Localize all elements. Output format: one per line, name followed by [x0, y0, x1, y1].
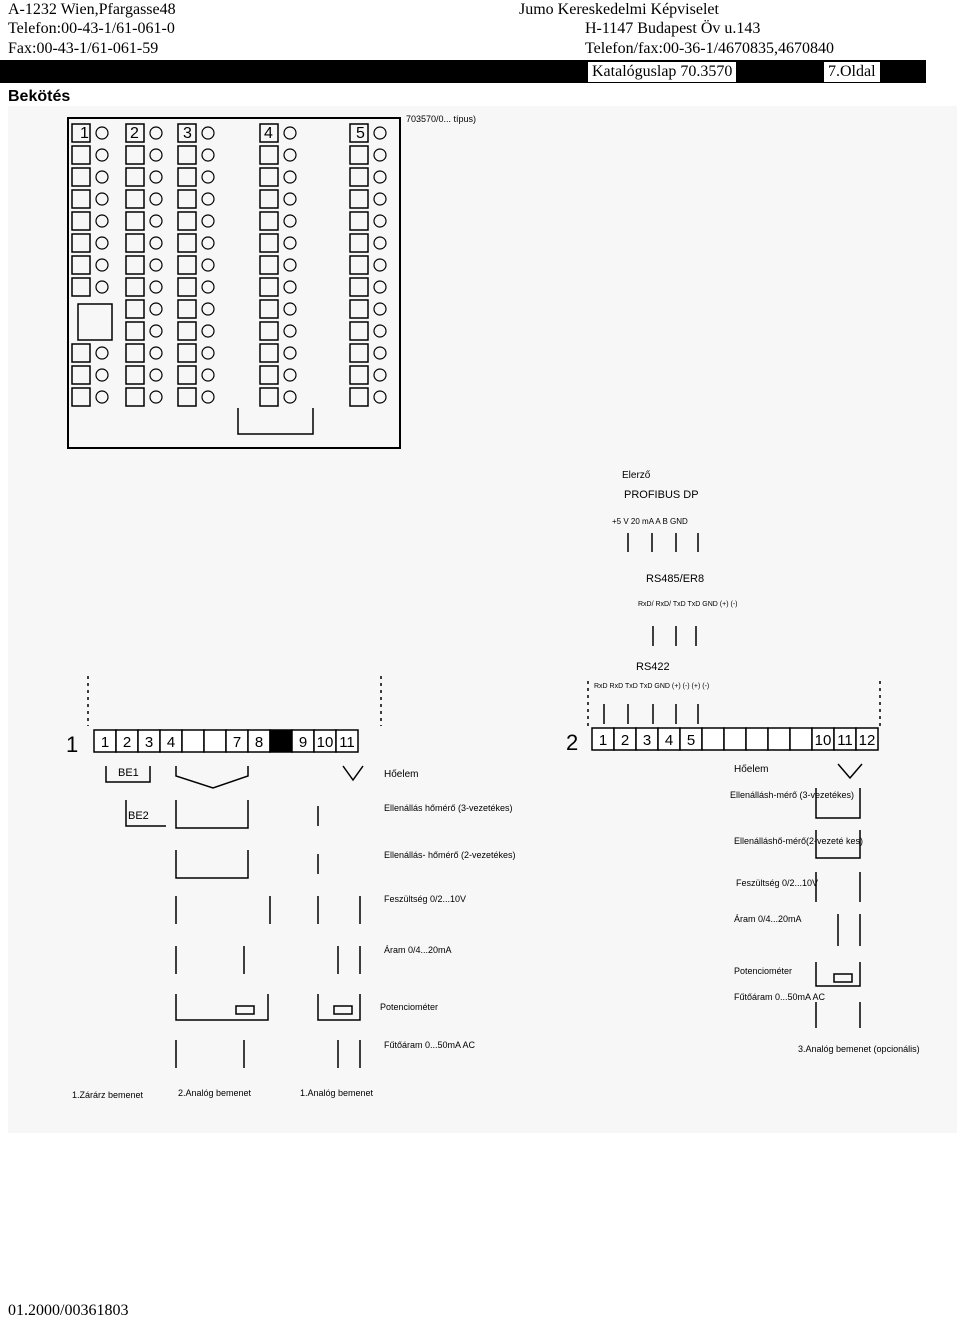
terminal-square	[72, 190, 90, 208]
company-phone: Telefon/fax:00-36-1/4670835,4670840	[585, 40, 835, 57]
catalog-label: Katalóguslap 70.3570	[588, 62, 736, 82]
terminal-screw	[150, 215, 162, 227]
r-rtd2-label: Ellenálláshő-mérő(2-vezeté kes)	[734, 836, 864, 846]
terminal-square	[350, 388, 368, 406]
terminal-square	[126, 146, 144, 164]
terminal-square	[72, 168, 90, 186]
terminal-square	[72, 234, 90, 252]
terminal-screw	[374, 193, 386, 205]
strip-cell-number: 12	[858, 732, 876, 749]
boundaries	[88, 676, 880, 726]
wiring-diagram	[8, 106, 957, 1133]
terminal-square	[178, 212, 196, 230]
terminal-square	[260, 278, 278, 296]
terminal-square	[126, 234, 144, 252]
terminal-square	[178, 366, 196, 384]
rs485-pins: RxD/ RxD/ TxD TxD GND (+) (-)	[638, 601, 738, 608]
terminal-screw	[374, 281, 386, 293]
terminal-screw	[96, 215, 108, 227]
terminal-square	[260, 322, 278, 340]
terminal-square	[178, 234, 196, 252]
strip2-label: 2	[566, 730, 579, 755]
terminal-screw	[284, 237, 296, 249]
terminal-square	[260, 168, 278, 186]
terminal-screw	[284, 347, 296, 359]
strip-cell	[790, 728, 812, 750]
col-number-4: 4	[264, 125, 273, 142]
terminal-square	[72, 212, 90, 230]
terminal-screw	[284, 325, 296, 337]
terminal-screw	[202, 391, 214, 403]
terminal-square	[178, 256, 196, 274]
terminal-square	[178, 190, 196, 208]
terminal-square	[350, 322, 368, 340]
terminal-square	[72, 146, 90, 164]
terminal-screw	[284, 391, 296, 403]
terminal-screw	[202, 259, 214, 271]
strip-cell-number: 11	[339, 734, 355, 751]
terminal-screw	[202, 369, 214, 381]
rs422-label: RS422	[636, 661, 670, 673]
terminal-square	[126, 344, 144, 362]
strip-cell-number: 4	[664, 732, 674, 749]
voltage-label: Feszültség 0/2...10V	[384, 894, 467, 904]
terminal-square	[260, 300, 278, 318]
terminal-screw	[150, 171, 162, 183]
terminal-screw	[150, 369, 162, 381]
strip-cell	[768, 728, 790, 750]
strip-cell-number: 8	[254, 734, 264, 751]
strip-cell-number: 7	[232, 734, 242, 751]
terminal-screw	[202, 347, 214, 359]
terminal-screw	[284, 259, 296, 271]
terminal-screw	[284, 171, 296, 183]
terminal-square	[260, 146, 278, 164]
terminal-square	[178, 168, 196, 186]
terminal-screw	[374, 391, 386, 403]
terminal-screw	[150, 259, 162, 271]
terminal-square	[350, 300, 368, 318]
col-number-1: 1	[80, 125, 89, 142]
terminal-screw	[150, 281, 162, 293]
terminal-square	[72, 366, 90, 384]
terminal-screw	[150, 347, 162, 359]
terminal-screw	[96, 281, 108, 293]
terminal-square	[350, 278, 368, 296]
strip-cell-number: 4	[166, 734, 176, 751]
profibus-pins: +5 V 20 mA A B GND	[612, 517, 688, 526]
terminal-square	[260, 212, 278, 230]
terminal-screw	[96, 193, 108, 205]
strip-cell-number: 10	[316, 734, 334, 751]
terminal-screw	[202, 303, 214, 315]
r-thermo-label: Hőelem	[734, 764, 769, 775]
col-number-5: 5	[356, 125, 365, 142]
section-title: Bekötés	[8, 88, 71, 105]
terminal-screw	[150, 237, 162, 249]
terminal-screw	[202, 281, 214, 293]
terminal-square	[126, 190, 144, 208]
terminal-screw	[202, 325, 214, 337]
strip-cell	[270, 730, 292, 752]
r-rtd3-label: Ellenállásh-mérő (3-vezetékes)	[730, 790, 855, 800]
terminal-square	[126, 366, 144, 384]
terminal-screw	[374, 325, 386, 337]
rs422-wires	[604, 704, 698, 724]
terminal-slot	[78, 304, 112, 340]
terminal-screw	[150, 127, 162, 139]
terminal-square	[126, 256, 144, 274]
strip-cell-number: 2	[620, 732, 630, 749]
strip-cell-number: 5	[686, 732, 696, 749]
terminal-screw	[150, 149, 162, 161]
terminal-square	[126, 278, 144, 296]
terminal-square	[126, 212, 144, 230]
terminal-screw	[202, 215, 214, 227]
terminal-screw	[284, 149, 296, 161]
rtd2-label: Ellenállás- hőmérő (2-vezetékes)	[384, 850, 516, 860]
terminal-square	[72, 256, 90, 274]
profibus-wires	[628, 533, 698, 552]
strip-cell	[702, 728, 724, 750]
terminal-square	[72, 344, 90, 362]
terminal-square	[260, 388, 278, 406]
terminal-screw	[96, 127, 108, 139]
fax-line: Fax:00-43-1/61-061-59	[8, 40, 159, 57]
terminal-strip-1	[94, 730, 358, 752]
terminal-square	[178, 300, 196, 318]
page-label: 7.Oldal	[824, 62, 880, 82]
terminal-screw	[202, 237, 214, 249]
terminal-screw	[96, 347, 108, 359]
right-connections	[816, 764, 862, 1028]
company-address: H-1147 Budapest Öv u.143	[585, 20, 761, 37]
terminal-square	[178, 146, 196, 164]
strip-cell-number: 11	[837, 732, 853, 749]
rs485-wires	[653, 626, 696, 646]
terminal-cells	[72, 124, 386, 406]
terminal-screw	[96, 237, 108, 249]
r-pot-label: Potenciométer	[734, 966, 793, 976]
terminal-screw	[96, 149, 108, 161]
terminal-screw	[374, 127, 386, 139]
r-input-label: 3.Analóg bemenet (opcionális)	[798, 1044, 920, 1054]
terminal-square	[260, 366, 278, 384]
terminal-screw	[96, 391, 108, 403]
terminal-screw	[374, 149, 386, 161]
terminal-screw	[202, 127, 214, 139]
col-number-2: 2	[130, 125, 139, 142]
terminal-screw	[374, 369, 386, 381]
terminal-square	[178, 388, 196, 406]
strip-cell-number: 3	[642, 732, 652, 749]
terminal-square	[350, 146, 368, 164]
terminal-screw	[374, 215, 386, 227]
profibus-label: PROFIBUS DP	[624, 489, 699, 501]
strip-cell-number: 9	[298, 734, 308, 751]
strip-cell-number: 1	[100, 734, 110, 751]
terminal-square	[260, 190, 278, 208]
strip-cell	[182, 730, 204, 752]
terminal-square	[178, 322, 196, 340]
strip-cell-number: 2	[122, 734, 132, 751]
terminal-screw	[96, 259, 108, 271]
terminal-screw	[202, 193, 214, 205]
terminal-screw	[374, 259, 386, 271]
rs485-label: RS485/ER8	[646, 573, 705, 585]
terminal-square	[178, 278, 196, 296]
terminal-square	[350, 168, 368, 186]
rs422-pins: RxD RxD TxD TxD GND (+) (-) (+) (-)	[594, 683, 710, 690]
r-current-label: Áram 0/4...20mA	[734, 914, 802, 924]
terminal-square	[350, 256, 368, 274]
terminal-square	[126, 388, 144, 406]
terminal-screw	[284, 215, 296, 227]
r-voltage-label: Feszültség 0/2...10V	[736, 878, 819, 888]
pot-label: Potenciométer	[380, 1002, 439, 1012]
strip-cell	[204, 730, 226, 752]
thermo-label: Hőelem	[384, 769, 419, 780]
col-number-3: 3	[183, 125, 192, 142]
terminal-screw	[202, 171, 214, 183]
terminal-square	[260, 234, 278, 252]
col2-label: 2.Analóg bemenet	[178, 1088, 252, 1098]
document-id: 01.2000/00361803	[8, 1302, 129, 1319]
terminal-screw	[374, 347, 386, 359]
terminal-screw	[374, 171, 386, 183]
terminal-square	[260, 256, 278, 274]
current-label: Áram 0/4...20mA	[384, 945, 452, 955]
heating-label: Fűtőáram 0...50mA AC	[384, 1040, 476, 1050]
col3-label: 1.Analóg bemenet	[300, 1088, 374, 1098]
terminal-square	[350, 344, 368, 362]
address-line-1: A-1232 Wien,Pfargasse48	[8, 1, 176, 18]
terminal-square	[126, 300, 144, 318]
terminal-screw	[202, 149, 214, 161]
strip-cell-number: 1	[598, 732, 608, 749]
terminal-screw	[150, 391, 162, 403]
terminal-screw	[150, 325, 162, 337]
terminal-square	[72, 388, 90, 406]
terminal-screw	[284, 127, 296, 139]
terminal-screw	[284, 281, 296, 293]
rtd3-label: Ellenállás hőmérő (3-vezetékes)	[384, 803, 513, 813]
terminal-screw	[150, 193, 162, 205]
be1-label: BE1	[118, 767, 139, 779]
terminal-square	[350, 190, 368, 208]
terminal-screw	[96, 369, 108, 381]
terminal-screw	[374, 303, 386, 315]
type-label: 703570/0... típus)	[406, 114, 477, 124]
wiring-diagram-svg	[8, 106, 957, 1133]
terminal-screw	[150, 303, 162, 315]
strip-cell-number: 3	[144, 734, 154, 751]
strip-cell	[724, 728, 746, 750]
r-heating-label: Fűtőáram 0...50mA AC	[734, 992, 826, 1002]
terminal-screw	[374, 237, 386, 249]
terminal-square	[260, 344, 278, 362]
terminal-square	[350, 366, 368, 384]
terminal-square	[178, 344, 196, 362]
terminal-screw	[284, 193, 296, 205]
terminal-square	[350, 212, 368, 230]
strip-cell-number: 10	[814, 732, 832, 749]
terminal-strip-2	[592, 728, 878, 750]
strip1-label: 1	[66, 732, 79, 757]
strip-cell	[746, 728, 768, 750]
phone-line: Telefon:00-43-1/61-061-0	[8, 20, 175, 37]
terminal-screw	[284, 303, 296, 315]
header-bar	[0, 60, 926, 83]
be2-label: BE2	[128, 810, 149, 822]
terminal-screw	[96, 171, 108, 183]
terminal-square	[350, 234, 368, 252]
col1-label: 1.Zárárz bemenet	[72, 1090, 144, 1100]
terminal-square	[126, 168, 144, 186]
company-name: Jumo Kereskedelmi Képviselet	[519, 1, 719, 18]
terminal-screw	[284, 369, 296, 381]
power-label: Elerző	[622, 470, 651, 481]
terminal-square	[126, 322, 144, 340]
terminal-square	[72, 278, 90, 296]
